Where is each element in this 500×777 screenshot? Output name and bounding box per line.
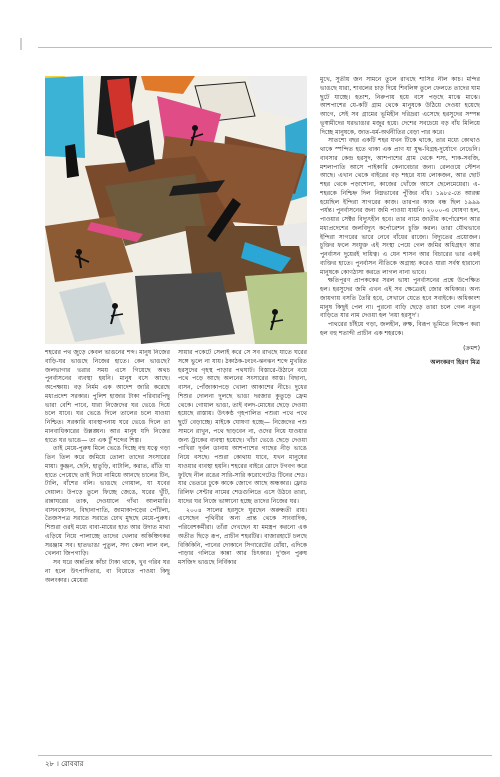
header-rule [38, 47, 492, 48]
paragraph: শহরের পথ জুড়ে কেবল ভাঙনের শব্দ। মানুষ নিজের বাড়ি-ঘর ভাঙছে নিজের হাতে। কেন ভাঙছে? জলভাগার ভরার সময় এসে গিয়েছে অথচ পুনর্বাসনের ব্যবস্থা হয়নি। মানুষ বসে আছে। অপেক্ষায়। বড় নির্মম এক আদেশ জারি করেছে মধ্যপ্রদেশ সরকার। পুলিশ হাজার টাকা পরিবারপিছু ভারা বেশি পাবে, যারা নিজেদের ঘর ভেঙে দিয়ে চলে যাবে। ঘর ভেঙে দিলে তালের চলে যাওয়া নিশ্চিত। সরকারি ব্যবস্থাপনায় ঘরে ভেঙে দিলে তা মানবাধিকারের উল্লঙ্ঘন। আর মানুষ যদি নিজের হাতে ঘর ভাঙে— তা এক টুঁ শব্দের শিল্প। [45, 349, 170, 444]
paragraph: পাথরের চাঁইয়ে গড়া, জলহীন, রুক্ষ, বিরূপ ভূমিতে নিক্ষেপ করা হল বহু শতাব্দী প্রাচীন এক শহরকে। [320, 321, 480, 337]
continued-note: (ক্রমশ) [463, 344, 480, 352]
page-footer [45, 759, 83, 769]
footer-rule [38, 755, 492, 756]
abstract-artwork [45, 76, 307, 344]
text-column-right [320, 76, 480, 749]
page-number: ২৮ [45, 760, 55, 768]
paragraph: ২০০৪ সালের হরসুদে ঘুরছেন অরুন্ধতী রায়। এসেছেন পৃথিবীর অন্য প্রান্ত থেকে সাংবাদিক, পরিবেশকর্মীরা। তাঁরা দেখছেন যা মমস্ত্রপ করনো এক অতীত ছিড়ে রূপ, প্রাচীন শহরটির। বাজারহাটে চলছে বিকিকিনি, পানের দোকানে সিগারেটের ধোঁয়া, এদিকে পাড়ার গলিতে কান্না আর চিৎকার। দু'জন পুরুষ মসজিদ ভাঙছে নির্বিকার [178, 506, 307, 566]
text-column-left [45, 349, 170, 734]
paragraph: সাতশো বছর একটি শহর যখন টিকে থাকে, তার মধ্যে কোথাও থাকে স্পন্দিত হতে থাকা এক প্রাণ যা যুদ্ধ-বিগ্রহ-দুর্যোগে নেভেনি। বাবসার কেন্দ্র হরসুদ, আশপাশের গ্রাম থেকে শস্য, শাক-সবজি, মশলাপাতি আসে পাইকারি কেনাবেচার জন্য। রেলওয়ে স্টেশন আছে। এখান থেকে বাইরের বড় শহরে যায় লোকজন, আর ছোট শহর থেকে পড়াশোনা, কাজের খোঁজে আসে ছেলেমেয়েরা। এ-শহরকে নিশ্চিহ্ন দিল নিম্নভাবের পুঁজির বাঁধ। ১৯৮৫-তে আরম্ভ হয়েছিল ইন্দিরা সাগরের কাজ। তারপর কাজ বন্ধ ছিল ১৯৯৯ পর্যন্ত। পুনর্বাসনের জন্য জমি পাওয়া যায়নি। ২০০০-এ ঘোষণা হল, পাওয়ার সেক্টর বিদ্যুৎহীন হবে। তার নামে জাতীয় কর্পোরেশন আর মধ্যপ্রদেশের জলবিদ্যুৎ কর্পোরেশন চুক্তি করল। তারা যৌথভাবে ইন্দিরা সাগরের ভারে নেবে বাঁধের রাজ্যে। বিদ্যুতের প্রয়োজন। চুক্তির ফলে সংযুক্ত এই সংস্থা পেয়ে গেল জমির অধিগ্রহণ আর পুনর্বাসন দুয়েরই দায়িত্ব। এ যেন শাসন আর বিচারের ভার একই ব্যক্তির হাতে। পুনর্বাসন নীতিকে অগ্রাহ্য করেও যারা সর্বস্ব হারানো মানুষকে কোণঠাসা করতে লাগল নানা ভাবে। [320, 137, 480, 276]
illustration [45, 76, 307, 344]
illustration-credit: অলংকরণ হিরণ মিত্র [430, 359, 480, 367]
paragraph: মুখে, সুতীয় জন সামনে তুলে রাখছে শাসির নীল কাচ। মন্দির ভাঙছে যারা, শাবলের চাড় দিয়ে শিবলিঙ্গ তুলে ফেলতে তাদের ঘাম ছুটে যাচ্ছে। হতাশ, নিরুপায় হয়ে বসে পড়ছে মাঝে মাঝে। আশপাশের যে-কটি গ্রাম থেকে মানুষকে উঠিয়ে দেওয়া হয়েছে আগে, সেই সব গ্রামের ভূমিহীন দরিদ্ররা এসেছে হরসুদের সম্পন্ন ভূস্বামীদের ঘরভাঙার মজুর হয়ে। দেশের সবচেয়ে বড় বাঁধ মিলিয়ে দিচ্ছে মানুষকে, জাত-ধর্ম-অর্থনীতির বেড়া পার করে। [320, 76, 480, 136]
page-edge-mark [20, 38, 22, 50]
paragraph: তাই মেয়ে-পুরুষ মিলে ভেঙে দিচ্ছে বহু যত্নে গড়া তিন তিল করে জমিয়ে তোলা তাদের সংসারের মায়া। কুঞ্জন, ছেনি, হাতুড়ি, বাটালি, করাত, রাঁতি যা হাতে পেয়েছে তাই দিয়ে নামিয়ে আনছে চালের টিন, টালি, বাঁশের বলি। ভাঙছে গোয়াল, যা যবের দেয়াল। উপড়ে তুলে ফিচ্ছে জেঙে, ঘরের খুঁটি, রান্নাঘরের তাক, দেওয়ালে গাঁথা আলমারি। বাসনকোসন, বিছানাপাতি, জামাকাপড়ের পোঁটলা, তৈজসপত্র সরাতে সরাতে ঢোখ মুছছে মেয়ে-পুরুষ। শিশুরা ওরই মধ্যে বাবা-মায়ের হাত আর উদাত মাথা এড়িয়ে নিয়ে পালাচ্ছে তাদের খেলার অকিঞ্চিৎকর সরঞ্জাম সব। হাতভাঙা পুতুল, সদ্য কেনা লাল বল, খেলনা জিপগাড়ি। [45, 445, 170, 558]
paragraph: ক্ষতিপূরণ প্রাপককের সরল ভাষা পুনর্বাসনের প্রশ্নে উপেক্ষিত হল। হরসুদের জমি এখন এই সব ক্ষেত্রেরই জোর অধিকার। অন্য জায়গায় বসতি তৈরি হবে, সেখানে যেতে হবে সবাইকে। অধিকাংশ মানুষ কিছুই পেল না। পুরনো বাড়ি ছেড়ে তারা চলে গেল নতুন বাড়িতে যার নাম দেওয়া হল 'নয়া হরসুদ'। [320, 277, 480, 320]
paragraph: সায়ার পকেটে সেলাই করে সে সব রাখছে যাতে ঘরের সঙ্গে ভুলে না যায়। ঠকাঠক-ঢংঢং-ঝনঝন শব্দে মুখরিত হরসুদের গৃহস্থ পাড়ার পথঘাট। বিস্তারে-উঠানে বয়ে পথে পড়ে আছে অলনের সংসারের আস্ত। বিছানা, বাসন, পোঁজাকাপড়ে খোলা আকাশের নীচে। দুধের শিশুর দোলনা দুলছে ভাঙা দরজার কুতুড়ে ফ্রেম থেকে। গোয়াল ভাঙা, তাই বলদ-মোষের ছেড়ে দেওয়া হয়েছে রাস্তায়। উৎকণ্ঠ গৃহপালিত পশুরা পথে পথে ছুটে বেড়াচ্ছে। মাইকে ঘোষণা হচ্ছে— নিজেদের পশু সামনে রাখুন, পথে ছাড়বেন না, ওদের নিয়ে যাওয়ার জন্য ট্রাকের ব্যবস্থা হয়েছে। খাঁচা ভেঙে ছেড়ে দেওয়া পাখিরা দূর্বল ডানায় আশপাশের গাছের নীড় ভাঙে নিয়ে বসছে। পশুরা কোথায় যাবে, যখন মানুষের যাওয়ার ব্যবস্থা হয়নি। শহরের বাইরে রোদে টগবগ করে ফুটছে নীল রঙের সারি-সারি করোগেটেড টিনের শেড। যার ভেতরে ঢুকে কাকে জোগে আছে অন্ধকার। ফ্লোড রিলিফ সেন্টার নামের শেডগুলিতে এসে উঠবে তারা, যাদের ঘর নিজে ভাঙ্গানো হচ্ছে তাদের নিজের ঘর। [178, 349, 307, 505]
magazine-name: রোববার [61, 760, 84, 768]
footer-separator: । [56, 760, 59, 768]
paragraph: সব ঘরে অন্নপ্রিন্ত কাঁচা টাকা থাকে, খুব গরিব ঘর না হলে উৎপাদিতার, বা বিয়েতে পাওয়া কিছু অলংকার। মেয়েরা [45, 559, 170, 584]
text-column-middle [178, 349, 307, 734]
